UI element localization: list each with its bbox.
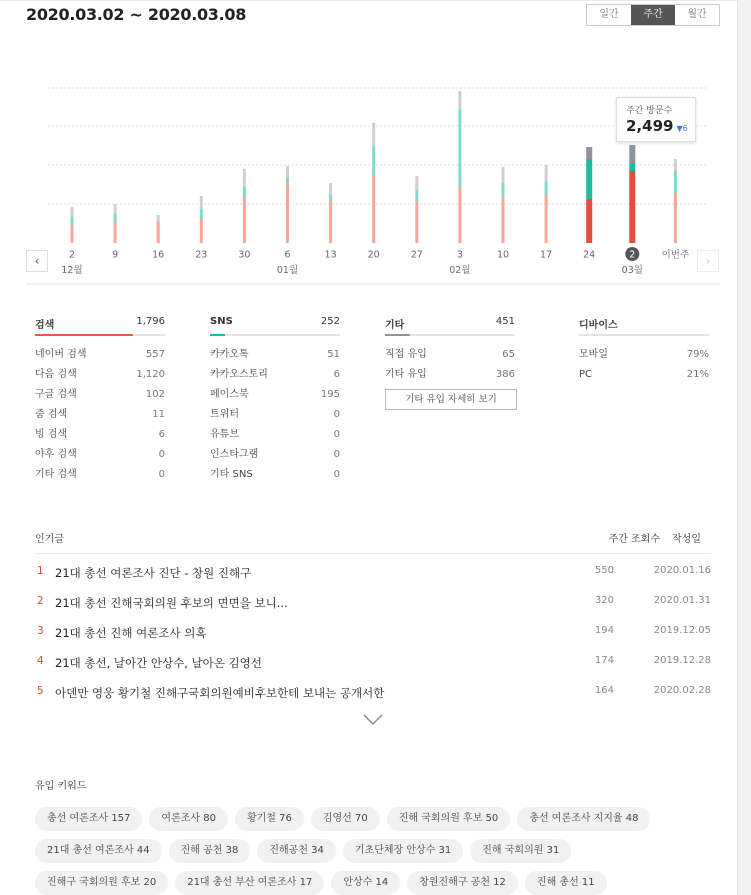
chart-prev-button[interactable] — [26, 250, 48, 272]
popular-post-rank: 2 — [37, 595, 44, 607]
x-tick-label: 2 — [629, 249, 636, 261]
stats-row-label: 줌 검색 — [35, 409, 68, 420]
stats-row-label: PC — [579, 369, 593, 380]
stats-etc-title: 기타 — [385, 320, 405, 331]
x-tick-label: 16 — [152, 249, 165, 261]
stats-sns-row — [210, 405, 340, 425]
top-divider — [0, 0, 738, 1]
stats-row-label: 모바일 — [579, 349, 608, 360]
popular-post-date: 2020.02.28 — [653, 685, 711, 696]
bar-search[interactable] — [545, 195, 548, 243]
stats-row-value: 65 — [502, 349, 515, 360]
popular-post-row[interactable] — [35, 565, 711, 595]
bar-sns[interactable] — [629, 163, 635, 171]
bar-search[interactable] — [329, 201, 332, 243]
stats-device-title: 디바이스 — [579, 320, 618, 331]
x-tick-label: 3 — [456, 249, 463, 261]
chart-canvas — [26, 60, 720, 290]
bar-sns[interactable] — [545, 181, 548, 195]
keyword-chip[interactable]: 총선 여론조사 157 — [35, 807, 142, 831]
stats-search-row — [35, 405, 165, 425]
keyword-chip[interactable]: 진해공천 34 — [257, 839, 336, 863]
stats-search-header — [35, 316, 165, 334]
stats-etc-bar-fill — [385, 334, 410, 336]
stats-device — [579, 316, 709, 385]
bar-search[interactable] — [674, 193, 677, 243]
stats-search-row — [35, 445, 165, 465]
popular-post-date: 2019.12.05 — [653, 625, 711, 636]
bar-search[interactable] — [243, 197, 246, 243]
col-weekly-views: 주간 조회수 — [608, 534, 660, 545]
stats-search-title: 검색 — [35, 320, 55, 331]
stats-row-label: 다음 검색 — [35, 369, 77, 380]
x-tick-label: 20 — [367, 249, 380, 261]
bar-search[interactable] — [157, 221, 160, 243]
stats-row-value: 102 — [145, 389, 165, 400]
keyword-chip[interactable]: 창원진해구 공천 12 — [407, 871, 518, 895]
stats-sns-row — [210, 425, 340, 445]
stats-search-bar — [35, 334, 165, 336]
bar-sns[interactable] — [329, 195, 332, 201]
stats-device-bar — [579, 334, 709, 336]
bar-search[interactable] — [286, 183, 289, 243]
bar-sns[interactable] — [286, 178, 289, 183]
x-tick-label: 10 — [496, 249, 510, 261]
month-label: 12월 — [61, 265, 83, 276]
stats-search-row — [35, 385, 165, 405]
bar-etc[interactable] — [243, 169, 246, 187]
stats-sns-row — [210, 365, 340, 385]
stats-etc-bar — [385, 334, 515, 336]
popular-post-title[interactable]: 아덴만 영웅 황기철 진해구국회의원예비후보한테 보내는 공개서한 — [55, 686, 385, 700]
bar-etc[interactable] — [71, 207, 74, 217]
stats-etc-header — [385, 316, 515, 334]
stats-row-label: 기타 유입 — [385, 369, 427, 380]
stats-row-label: 카카오스토리 — [210, 369, 268, 380]
keyword-chip[interactable]: 21대 총선 부산 여론조사 17 — [175, 871, 324, 895]
tooltip-value-row — [626, 117, 686, 135]
bar-etc[interactable] — [157, 215, 160, 221]
chevron-right-icon: › — [705, 254, 711, 268]
stats-row-label: 야후 검색 — [35, 449, 77, 460]
popular-post-views: 550 — [594, 565, 614, 576]
bar-search[interactable] — [458, 187, 461, 243]
stats-etc-row — [385, 345, 515, 365]
stats-sns-header — [210, 316, 340, 334]
bar-search[interactable] — [629, 171, 635, 243]
month-label: 01월 — [276, 265, 299, 276]
keyword-chip[interactable]: 진해 국회의원 후보 50 — [387, 807, 511, 831]
tooltip-delta: ▼6 — [676, 124, 688, 133]
keyword-chip[interactable]: 총선 여론조사 지지율 48 — [517, 807, 650, 831]
keyword-chip[interactable]: 21대 총선 여론조사 44 — [35, 839, 162, 863]
col-created-date: 작성일 — [672, 534, 701, 545]
page-scrollbar[interactable] — [738, 0, 751, 895]
popular-post-title[interactable]: 21대 총선 여론조사 진단 - 창원 진해구 — [55, 566, 252, 580]
x-tick-label: 23 — [195, 249, 208, 261]
chevron-down-icon — [362, 713, 384, 727]
bar-sns[interactable] — [674, 171, 677, 193]
stats-sns-title: SNS — [210, 316, 233, 327]
popular-post-title[interactable]: 21대 총선 진해국회의원 후보의 면면을 보니... — [55, 596, 288, 610]
popular-post-rank: 5 — [37, 685, 44, 697]
tooltip-label: 주간 방문수 — [626, 106, 673, 116]
bar-etc[interactable] — [329, 183, 332, 195]
stats-search-row — [35, 465, 165, 485]
keyword-row — [35, 839, 571, 863]
stats-row-label: 네이버 검색 — [35, 349, 87, 360]
bar-etc[interactable] — [674, 159, 677, 171]
bar-sns[interactable] — [114, 214, 117, 223]
x-tick-label: 24 — [583, 249, 596, 261]
keyword-chip[interactable]: 진해 공천 38 — [169, 839, 251, 863]
etc-detail-button[interactable]: 기타 유입 자세히 보기 — [385, 389, 517, 410]
stats-row-value: 0 — [333, 409, 340, 420]
stats-search-row — [35, 425, 165, 445]
popular-post-views: 164 — [594, 685, 614, 696]
popular-post-row[interactable] — [35, 655, 711, 685]
popular-post-views: 320 — [594, 595, 614, 606]
bar-search[interactable] — [586, 199, 592, 243]
period-tabs — [586, 4, 720, 26]
stats-row-value: 557 — [145, 349, 165, 360]
bar-etc[interactable] — [372, 123, 375, 147]
keyword-chip[interactable]: 안상수 14 — [331, 871, 400, 895]
stats-row-label: 인스타그램 — [210, 449, 259, 460]
x-tick-label: 6 — [284, 249, 291, 261]
stats-row-label: 트위터 — [210, 409, 239, 420]
show-more-button[interactable] — [362, 712, 384, 731]
inflow-keywords-title: 유입 키워드 — [35, 781, 87, 792]
stats-row-label: 유튜브 — [210, 429, 239, 440]
stats-device-row — [579, 365, 709, 385]
stats-sns-row — [210, 345, 340, 365]
bar-etc[interactable] — [502, 167, 505, 183]
bar-search[interactable] — [200, 219, 203, 243]
bar-etc[interactable] — [114, 204, 117, 214]
stats-row-value: 0 — [333, 429, 340, 440]
bar-etc[interactable] — [545, 165, 548, 181]
bar-sns[interactable] — [243, 187, 246, 197]
stats-device-row — [579, 345, 709, 365]
stats-row-label: 기타 검색 — [35, 469, 77, 480]
stats-sns-bar — [210, 334, 340, 336]
stats-row-value: 11 — [152, 409, 165, 420]
bar-search[interactable] — [114, 223, 117, 243]
stats-row-value: 0 — [333, 469, 340, 480]
stats-sns-total: 252 — [320, 316, 340, 327]
stats-search-total: 1,796 — [136, 316, 165, 327]
stats-sns-row — [210, 465, 340, 485]
tab-daily[interactable]: 일간 — [587, 5, 631, 25]
stats-row-value: 6 — [333, 369, 340, 380]
chevron-left-icon: ‹ — [34, 254, 40, 268]
bar-sns[interactable] — [586, 159, 592, 199]
bar-search[interactable] — [71, 225, 74, 243]
popular-post-date: 2020.01.31 — [653, 595, 711, 606]
bar-sns[interactable] — [71, 217, 74, 225]
x-tick-label: 30 — [238, 249, 251, 261]
stats-sns-row — [210, 385, 340, 405]
keyword-row — [35, 807, 650, 831]
bar-etc[interactable] — [586, 147, 592, 159]
keyword-chip[interactable]: 김영선 70 — [311, 807, 380, 831]
bar-sns[interactable] — [502, 183, 505, 197]
keyword-row — [35, 871, 607, 895]
x-tick-label: 2 — [68, 249, 76, 261]
stats-etc-total: 451 — [495, 316, 515, 327]
keyword-chip[interactable]: 진해구 국회의원 후보 20 — [35, 871, 168, 895]
bar-etc[interactable] — [629, 145, 635, 163]
weekly-visitors-chart — [26, 60, 720, 290]
x-tick-label: 9 — [112, 249, 119, 261]
stats-search-row — [35, 345, 165, 365]
stats-row-label: 페이스북 — [210, 389, 249, 400]
stats-row-value: 6 — [158, 429, 165, 440]
popular-post-title[interactable]: 21대 총선, 날아간 안상수, 날아온 김영선 — [55, 656, 262, 670]
popular-post-date: 2020.01.16 — [653, 565, 711, 576]
stats-sns — [210, 316, 340, 485]
stats-row-label: 기타 SNS — [210, 469, 253, 480]
stats-row-label: 빙 검색 — [35, 429, 68, 440]
stats-row-value: 79% — [686, 349, 709, 360]
stats-row-value: 0 — [158, 449, 165, 460]
bar-sns[interactable] — [458, 109, 461, 187]
popular-post-views: 194 — [594, 625, 614, 636]
popular-post-rank: 4 — [37, 655, 44, 667]
x-tick-label: 13 — [324, 249, 337, 261]
bar-search[interactable] — [372, 175, 375, 243]
stats-row-value: 0 — [158, 469, 165, 480]
stats-search — [35, 316, 165, 485]
bar-sns[interactable] — [200, 209, 203, 219]
month-label: 02월 — [449, 265, 471, 276]
popular-post-row[interactable] — [35, 685, 711, 715]
popular-post-rank: 1 — [37, 565, 44, 577]
chart-next-button[interactable] — [697, 250, 719, 272]
popular-post-rank: 3 — [37, 625, 44, 637]
popular-post-date: 2019.12.28 — [653, 655, 711, 666]
popular-post-views: 174 — [594, 655, 614, 666]
bar-search[interactable] — [415, 201, 418, 243]
tooltip-value: 2,499 — [626, 117, 674, 135]
keyword-chip[interactable]: 진해 국회의원 31 — [470, 839, 571, 863]
month-label: 03월 — [621, 265, 643, 276]
bar-etc[interactable] — [415, 176, 418, 190]
popular-post-row[interactable] — [35, 625, 711, 655]
bar-etc[interactable] — [200, 196, 203, 209]
x-tick-label: 27 — [410, 249, 423, 261]
stats-etc-row — [385, 365, 515, 385]
bar-etc[interactable] — [286, 166, 289, 178]
stats-sns-row — [210, 445, 340, 465]
stats-row-value: 386 — [495, 369, 515, 380]
stats-row-value: 0 — [333, 449, 340, 460]
stats-row-label: 구글 검색 — [35, 389, 77, 400]
stats-search-row — [35, 365, 165, 385]
popular-posts-header — [35, 530, 711, 554]
tab-monthly[interactable]: 월간 — [675, 5, 719, 25]
keyword-chip[interactable]: 여론조사 80 — [149, 807, 228, 831]
chart-tooltip — [616, 97, 696, 142]
bar-search[interactable] — [502, 197, 505, 243]
stats-row-label: 카카오톡 — [210, 349, 249, 360]
stats-row-value: 195 — [320, 389, 340, 400]
stats-row-label: 직접 유입 — [385, 349, 427, 360]
bar-etc[interactable] — [458, 91, 461, 109]
tab-weekly[interactable]: 주간 — [631, 5, 675, 25]
popular-post-row[interactable] — [35, 595, 711, 625]
x-tick-label: 이번주 — [661, 249, 690, 261]
bar-sns[interactable] — [372, 147, 375, 175]
date-range-title: 2020.03.02 ~ 2020.03.08 — [26, 5, 247, 24]
stats-search-bar-fill — [35, 334, 133, 336]
keyword-chip[interactable]: 진해 총선 11 — [525, 871, 607, 895]
keyword-chip[interactable]: 기초단체장 안상수 31 — [343, 839, 463, 863]
stats-row-value: 21% — [686, 369, 709, 380]
stats-sns-bar-fill — [210, 334, 225, 336]
stats-device-header — [579, 316, 709, 334]
keyword-chip[interactable]: 황기철 76 — [235, 807, 304, 831]
popular-posts-title: 인기글 — [35, 534, 64, 545]
popular-post-title[interactable]: 21대 총선 진해 여론조사 의혹 — [55, 626, 207, 640]
stats-etc — [385, 316, 515, 410]
x-tick-label: 17 — [540, 249, 553, 261]
stats-row-value: 51 — [327, 349, 340, 360]
bar-sns[interactable] — [415, 190, 418, 201]
stats-row-value: 1,120 — [136, 369, 165, 380]
